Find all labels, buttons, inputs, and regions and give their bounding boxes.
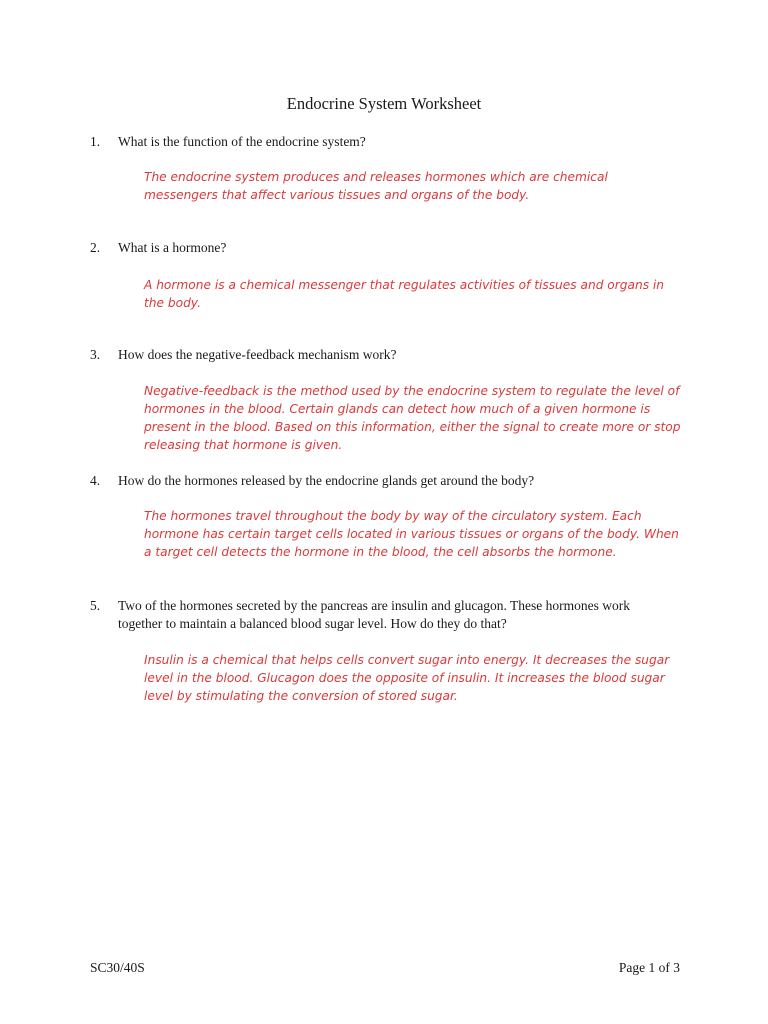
answer-3: Negative-feedback is the method used by the endocrine system to regulate the level of hormones in the blood. Certain glands can detect how much of a given hormone is present in the blood. Based on this information, either the signal to create more or stop releasing that hormone is given. bbox=[144, 384, 681, 452]
question-text: How do the hormones released by the endocrine glands get around the body? bbox=[118, 473, 535, 488]
question-number: 2. bbox=[90, 240, 101, 255]
answer-5: Insulin is a chemical that helps cells convert sugar into energy. It decreases the sugar level in the blood. Glucagon does the opposite of insulin. It increases the blood sugar level by stimulating the conversion of stored sugar. bbox=[144, 653, 670, 703]
answer-4: The hormones travel throughout the body by way of the circulatory system. Each hormone has certain target cells located in various tissues or organs of the body. When a target cell detects the hormone in the blood, the cell absorbs the hormone. bbox=[144, 509, 679, 559]
page-title: Endocrine System Worksheet bbox=[286, 94, 482, 113]
question-number: 3. bbox=[90, 347, 101, 362]
question-number: 5. bbox=[90, 598, 101, 613]
question-number: 1. bbox=[90, 134, 101, 149]
question-text: What is a hormone? bbox=[118, 240, 227, 255]
footer-course-code: SC30/40S bbox=[90, 960, 145, 975]
question-text: How does the negative-feedback mechanism work? bbox=[118, 347, 397, 362]
answer-2: A hormone is a chemical messenger that regulates activities of tissues and organs in the body. bbox=[144, 278, 665, 310]
footer-page-number: Page 1 of 3 bbox=[618, 960, 680, 975]
question-text: Two of the hormones secreted by the pancreas are insulin and glucagon. These hormones work together to maintain a balanced blood sugar level. How do they do that? bbox=[118, 598, 631, 631]
question-text: What is the function of the endocrine system? bbox=[118, 134, 366, 149]
answer-1: The endocrine system produces and releases hormones which are chemical messengers that affect various tissues and organs of the body. bbox=[144, 170, 608, 202]
question-number: 4. bbox=[90, 473, 101, 488]
